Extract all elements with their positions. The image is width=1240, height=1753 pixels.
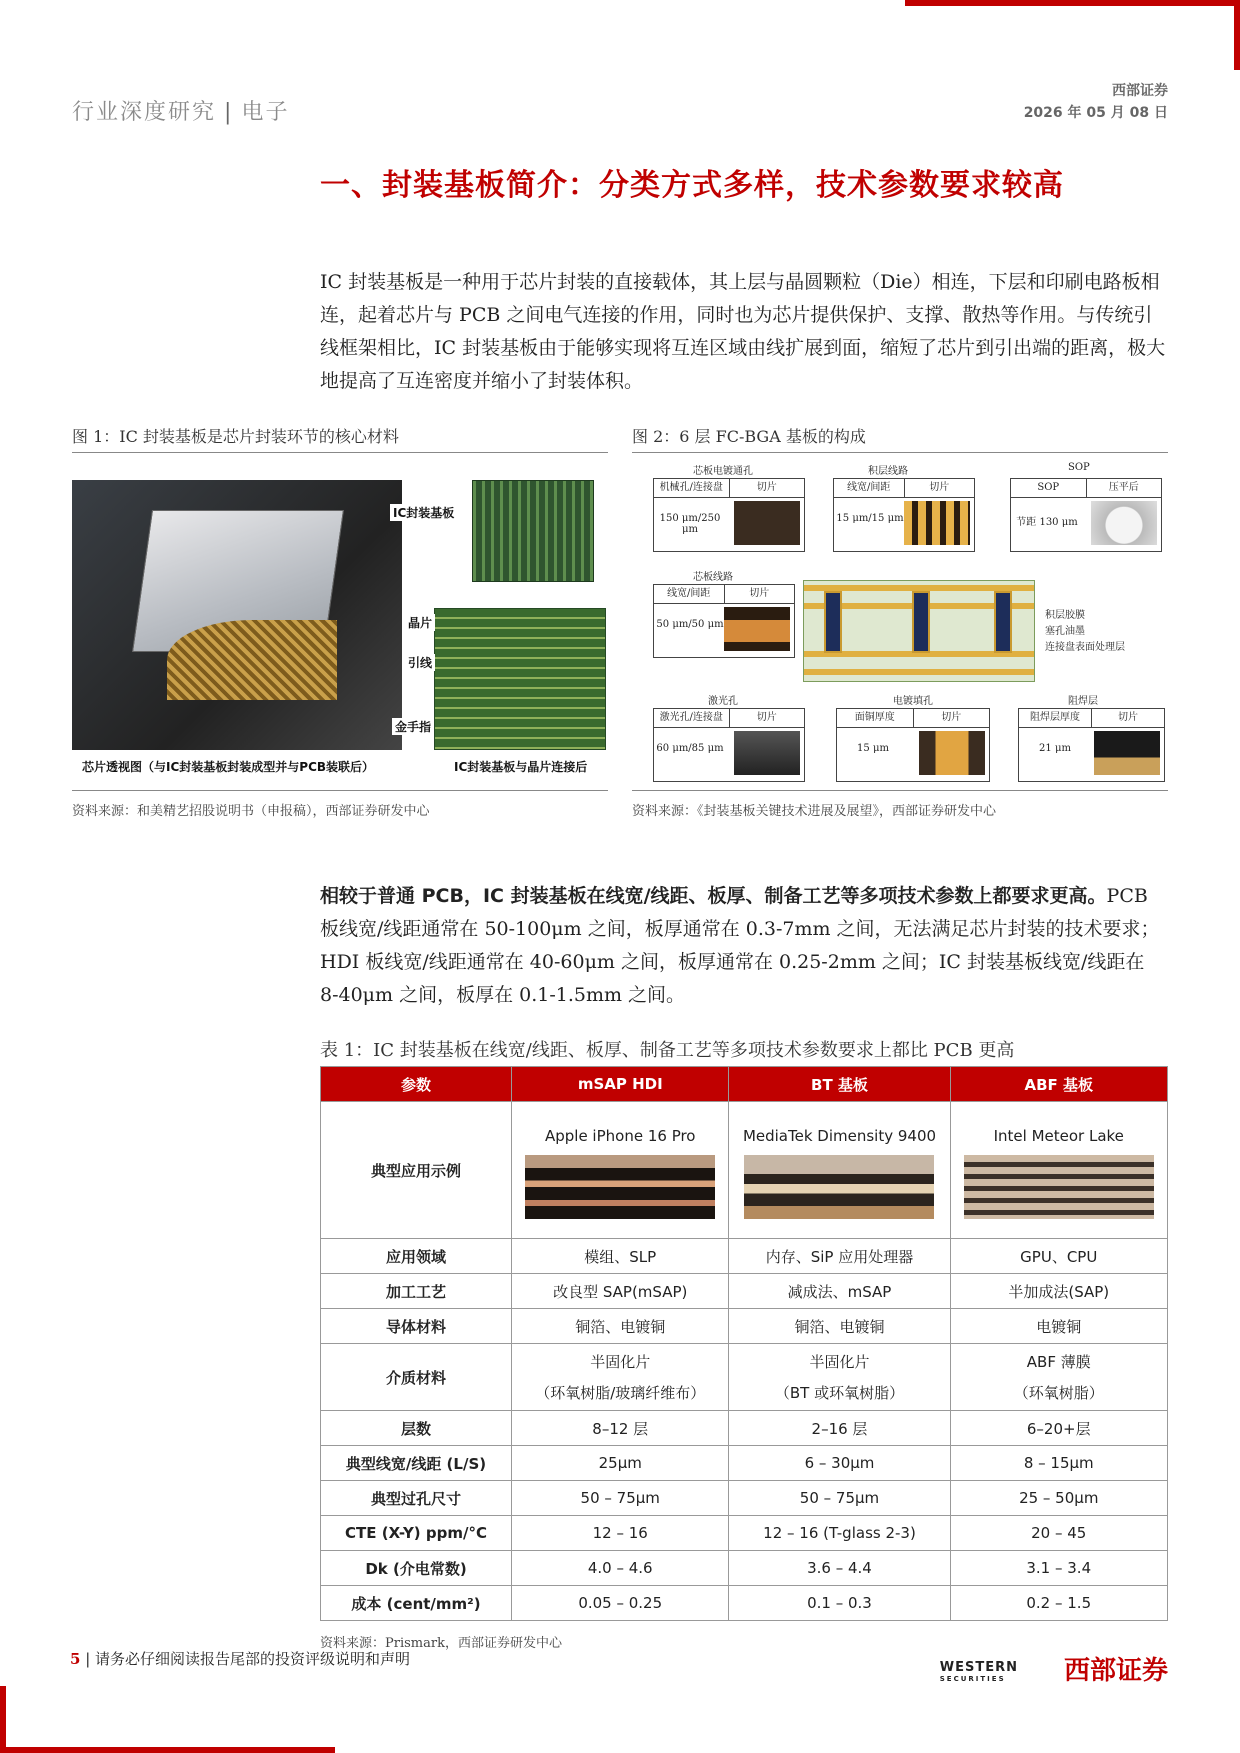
table-cell: 改良型 SAP(mSAP) bbox=[512, 1274, 729, 1309]
figure1-caption: 图 1：IC 封装基板是芯片封装环节的核心材料 bbox=[72, 427, 399, 446]
table-cell: 50 – 75μm bbox=[729, 1481, 950, 1516]
table-cell: 25μm bbox=[512, 1446, 729, 1481]
table1-caption: 表 1：IC 封装基板在线宽/线距、板厚、制备工艺等多项技术参数要求上都比 PCB 更高 bbox=[320, 1040, 1015, 1061]
report-type: 行业深度研究 bbox=[72, 100, 217, 125]
page-number: 5 bbox=[70, 1650, 81, 1668]
spec-box: 阻焊层厚度 切片 21 μm bbox=[1018, 708, 1165, 782]
table-row bbox=[321, 1516, 1168, 1551]
cross-section-image bbox=[744, 1155, 934, 1219]
comparison-paragraph bbox=[320, 880, 1168, 1012]
table-cell: 0.1 – 0.3 bbox=[729, 1586, 950, 1621]
example-name: Apple iPhone 16 Pro bbox=[544, 1127, 696, 1145]
table-header: mSAP HDI bbox=[512, 1067, 729, 1102]
table-cell: 12 – 16 (T-glass 2-3) bbox=[729, 1516, 950, 1551]
figure1-rule bbox=[72, 452, 608, 453]
page-footer: 5 | 请务必仔细阅读报告尾部的投资评级说明和声明 bbox=[70, 1650, 411, 1668]
row-label: 导体材料 bbox=[321, 1309, 512, 1344]
chip-cutaway-image bbox=[72, 480, 402, 750]
left-red-bar bbox=[0, 1686, 6, 1753]
table-cell: 3.1 – 3.4 bbox=[950, 1551, 1168, 1586]
table-cell: 半加成法(SAP) bbox=[950, 1274, 1168, 1309]
chip-die bbox=[167, 620, 337, 700]
table-row bbox=[321, 1239, 1168, 1274]
figure2-caption: 图 2：6 层 FC-BGA 基板的构成 bbox=[632, 427, 866, 446]
table-cell: 半固化片 （环氧树脂/玻璃纤维布） bbox=[512, 1344, 729, 1411]
substrate-image bbox=[472, 480, 594, 582]
table-cell: 6 – 30μm bbox=[729, 1446, 950, 1481]
substrate-die-image bbox=[434, 608, 606, 750]
row-label: 应用领域 bbox=[321, 1239, 512, 1274]
annotation: 连接盘表面处理层 bbox=[1045, 642, 1125, 653]
spec-box: 线宽/间距 切片 50 μm/50 μm bbox=[653, 584, 795, 658]
table-cell: 铜箔、电镀铜 bbox=[729, 1309, 950, 1344]
box-title: 芯板电镀通孔 bbox=[693, 466, 753, 477]
company-name: 西部证券 bbox=[1112, 83, 1168, 99]
table-cell: 6–20+层 bbox=[950, 1411, 1168, 1446]
report-date: 2026 年 05 月 08 日 bbox=[1023, 105, 1168, 121]
table-cell: 50 – 75μm bbox=[512, 1481, 729, 1516]
header-right bbox=[1024, 80, 1168, 124]
section-title: 一、封装基板简介：分类方式多样，技术参数要求较高 bbox=[320, 168, 1064, 203]
comparison-text: PCB 板线宽/线距通常在 50-100μm 之间，板厚通常在 0.3-7mm 之间，无法满足芯片封装的技术要求；HDI 板线宽/线距通常在 40-60μm 之间，板厚通常在 0.25-2mm 之间；IC 封装基板线宽/线距在 8-40μm 之间，板厚在 0.1-1.5mm 之间。 bbox=[320, 885, 1160, 1006]
table-header: ABF 基板 bbox=[950, 1067, 1168, 1102]
bottom-red-bar bbox=[0, 1747, 335, 1753]
table-cell: 12 – 16 bbox=[512, 1516, 729, 1551]
table-cell: 8–12 层 bbox=[512, 1411, 729, 1446]
row-label: 典型过孔尺寸 bbox=[321, 1481, 512, 1516]
spec-table bbox=[320, 1066, 1168, 1621]
figure2-image bbox=[648, 460, 1168, 790]
table-row bbox=[321, 1274, 1168, 1309]
example-cell bbox=[729, 1102, 950, 1239]
table-cell: 减成法、mSAP bbox=[729, 1274, 950, 1309]
table1-source: 资料来源：Prismark，西部证券研发中心 bbox=[320, 1636, 562, 1651]
figure2-rule bbox=[632, 452, 1168, 453]
table-cell: 半固化片 （BT 或环氧树脂） bbox=[729, 1344, 950, 1411]
box-title: 积层线路 bbox=[868, 466, 908, 477]
example-name: MediaTek Dimensity 9400 bbox=[742, 1127, 937, 1145]
right-red-bar bbox=[1234, 0, 1240, 70]
report-header: 行业深度研究 | 电子 bbox=[72, 100, 290, 125]
table-cell: 4.0 – 4.6 bbox=[512, 1551, 729, 1586]
substrate-cross-section bbox=[803, 580, 1035, 682]
table-cell: GPU、CPU bbox=[950, 1239, 1168, 1274]
row-label: 成本 (cent/mm²) bbox=[321, 1586, 512, 1621]
footer-notice: 请务必仔细阅读报告尾部的投资评级说明和声明 bbox=[95, 1650, 411, 1668]
table-row bbox=[321, 1446, 1168, 1481]
table-cell: 电镀铜 bbox=[950, 1309, 1168, 1344]
table-row bbox=[321, 1309, 1168, 1344]
table-cell: 内存、SiP 应用处理器 bbox=[729, 1239, 950, 1274]
table-cell: 8 – 15μm bbox=[950, 1446, 1168, 1481]
sector: 电子 bbox=[241, 100, 290, 125]
table-row bbox=[321, 1551, 1168, 1586]
box-title: 电镀填孔 bbox=[893, 696, 933, 707]
annotation: 塞孔油墨 bbox=[1045, 626, 1085, 637]
row-label: 加工工艺 bbox=[321, 1274, 512, 1309]
cross-section-image bbox=[964, 1155, 1154, 1219]
spec-box: 线宽/间距 切片 15 μm/15 μm bbox=[833, 478, 975, 552]
logo-company: 西部证券 bbox=[1063, 1656, 1168, 1686]
table-header: BT 基板 bbox=[729, 1067, 950, 1102]
example-name: Intel Meteor Lake bbox=[993, 1127, 1124, 1145]
row-label: CTE (X-Y) ppm/°C bbox=[321, 1516, 512, 1551]
spec-box: SOP 压平后 节距 130 μm bbox=[1010, 478, 1162, 552]
figure1-bottom-rule bbox=[72, 790, 608, 791]
table-row bbox=[321, 1411, 1168, 1446]
figure1-left-caption: 芯片透视图（与IC封装基板封装成型并与PCB装联后） bbox=[82, 760, 375, 774]
box-title: SOP bbox=[1068, 462, 1090, 473]
label-gold-finger: 金手指 bbox=[392, 718, 434, 735]
figure1-image bbox=[72, 480, 608, 780]
table-cell: 铜箔、电镀铜 bbox=[512, 1309, 729, 1344]
table-row bbox=[321, 1344, 1168, 1411]
example-cell bbox=[950, 1102, 1168, 1239]
cross-section-image bbox=[525, 1155, 715, 1219]
spec-box: 机械孔/连接盘 切片 150 μm/250 μm bbox=[653, 478, 805, 552]
row-label: 层数 bbox=[321, 1411, 512, 1446]
box-title: 阻焊层 bbox=[1068, 696, 1098, 707]
logo-western: WESTERN SECURITIES bbox=[939, 1660, 1018, 1683]
row-label: 介质材料 bbox=[321, 1344, 512, 1411]
table-cell: ABF 薄膜 （环氧树脂） bbox=[950, 1344, 1168, 1411]
box-title: 芯板线路 bbox=[693, 572, 733, 583]
table-header-row bbox=[321, 1067, 1168, 1102]
figure1-source: 资料来源：和美精艺招股说明书（申报稿），西部证券研发中心 bbox=[72, 804, 430, 819]
box-title: 激光孔 bbox=[708, 696, 738, 707]
row-label: 典型应用示例 bbox=[321, 1102, 512, 1239]
row-label: Dk (介电常数) bbox=[321, 1551, 512, 1586]
row-label: 典型线宽/线距 (L/S) bbox=[321, 1446, 512, 1481]
table-row bbox=[321, 1481, 1168, 1516]
spec-box: 激光孔/连接盘 切片 60 μm/85 μm bbox=[653, 708, 805, 782]
figure1-right-caption: IC封装基板与晶片连接后 bbox=[454, 760, 588, 774]
table-cell: 20 – 45 bbox=[950, 1516, 1168, 1551]
table-cell: 0.05 – 0.25 bbox=[512, 1586, 729, 1621]
annotation: 积层胶膜 bbox=[1045, 610, 1085, 621]
table-row bbox=[321, 1586, 1168, 1621]
figure2-source: 资料来源：《封装基板关键技术进展及展望》，西部证券研发中心 bbox=[632, 804, 997, 819]
label-die: 晶片 bbox=[405, 614, 435, 631]
top-red-bar bbox=[905, 0, 1240, 6]
label-wire: 引线 bbox=[405, 654, 435, 671]
figure2-bottom-rule bbox=[632, 790, 1168, 791]
comparison-bold: 相较于普通 PCB，IC 封装基板在线宽/线距、板厚、制备工艺等多项技术参数上都要求更高。 bbox=[320, 885, 1107, 907]
example-cell bbox=[512, 1102, 729, 1239]
table-cell: 2–16 层 bbox=[729, 1411, 950, 1446]
intro-paragraph: IC 封装基板是一种用于芯片封装的直接载体，其上层与晶圆颗粒（Die）相连，下层和印刷电路板相连，起着芯片与 PCB 之间电气连接的作用，同时也为芯片提供保护、支撑、散热等作用。与传统引线框架相比，IC 封装基板由于能够实现将互连区域由线扩展到面，缩短了芯片到引出端的距离，极大地提高了互连密度并缩小了封装体积。 bbox=[320, 271, 1166, 392]
table-cell: 25 – 50μm bbox=[950, 1481, 1168, 1516]
table-cell: 3.6 – 4.4 bbox=[729, 1551, 950, 1586]
table-row bbox=[321, 1102, 1168, 1239]
table-header: 参数 bbox=[321, 1067, 512, 1102]
table-cell: 模组、SLP bbox=[512, 1239, 729, 1274]
spec-box: 面铜厚度 切片 15 μm bbox=[836, 708, 990, 782]
table-cell: 0.2 – 1.5 bbox=[950, 1586, 1168, 1621]
label-substrate: IC封装基板 bbox=[390, 504, 457, 521]
